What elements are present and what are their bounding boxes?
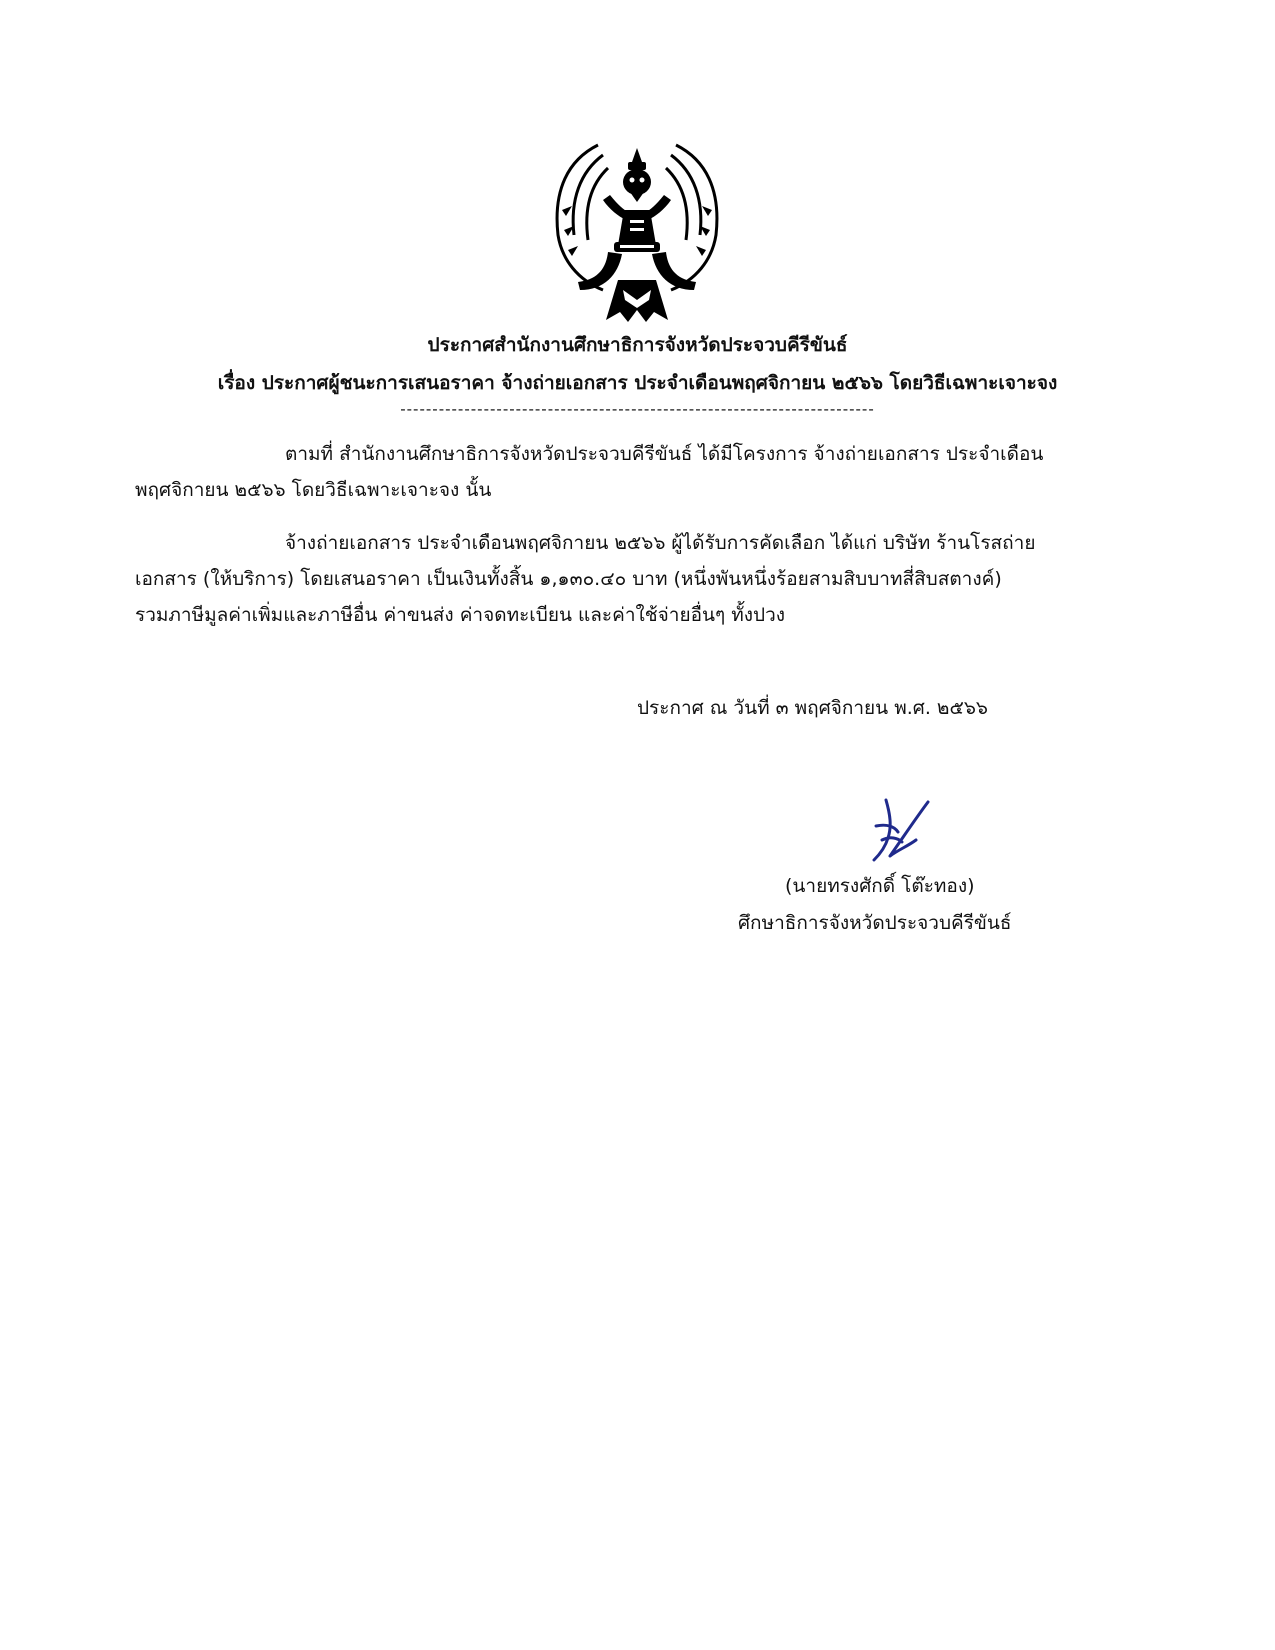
- announcement-subject: เรื่อง ประกาศผู้ชนะการเสนอราคา จ้างถ่ายเอกสาร ประจำเดือนพฤศจิกายน ๒๕๖๖ โดยวิธีเฉพาะเจาะจง: [217, 372, 1058, 394]
- announcement-date: ประกาศ ณ วันที่ ๓ พฤศจิกายน พ.ศ. ๒๕๖๖: [637, 697, 988, 719]
- signer-title: ศึกษาธิการจังหวัดประจวบคีรีขันธ์: [738, 912, 1012, 934]
- paragraph-line: รวมภาษีมูลค่าเพิ่มและภาษีอื่น ค่าขนส่ง ค่าจดทะเบียน และค่าใช้จ่ายอื่นๆ ทั้งปวง: [135, 604, 786, 626]
- garuda-emblem-icon: [548, 140, 726, 325]
- paragraph-line: พฤศจิกายน ๒๕๖๖ โดยวิธีเฉพาะเจาะจง นั้น: [135, 479, 492, 501]
- signer-name: (นายทรงศักดิ์ โต๊ะทอง): [785, 875, 975, 897]
- paragraph-project: [135, 436, 1095, 508]
- paragraph-line: ตามที่ สำนักงานศึกษาธิการจังหวัดประจวบคีรีขันธ์ ได้มีโครงการ จ้างถ่ายเอกสาร ประจำเดือน: [285, 443, 1044, 465]
- paragraph-winner: [135, 525, 1095, 633]
- paragraph-line: เอกสาร (ให้บริการ) โดยเสนอราคา เป็นเงินทั้งสิ้น ๑,๑๓๐.๔๐ บาท (หนึ่งพันหนึ่งร้อยสามสิบบาทสี่สิบสตางค์): [135, 568, 1002, 590]
- announcement-title: ประกาศสำนักงานศึกษาธิการจังหวัดประจวบคีรีขันธ์: [427, 334, 848, 356]
- handwritten-signature-icon: [868, 796, 938, 866]
- title-separator: --------------------------------------------------------------------------: [400, 400, 875, 418]
- paragraph-line: จ้างถ่ายเอกสาร ประจำเดือนพฤศจิกายน ๒๕๖๖ ผู้ได้รับการคัดเลือก ได้แก่ บริษัท ร้านโรสถ่าย: [285, 532, 1036, 554]
